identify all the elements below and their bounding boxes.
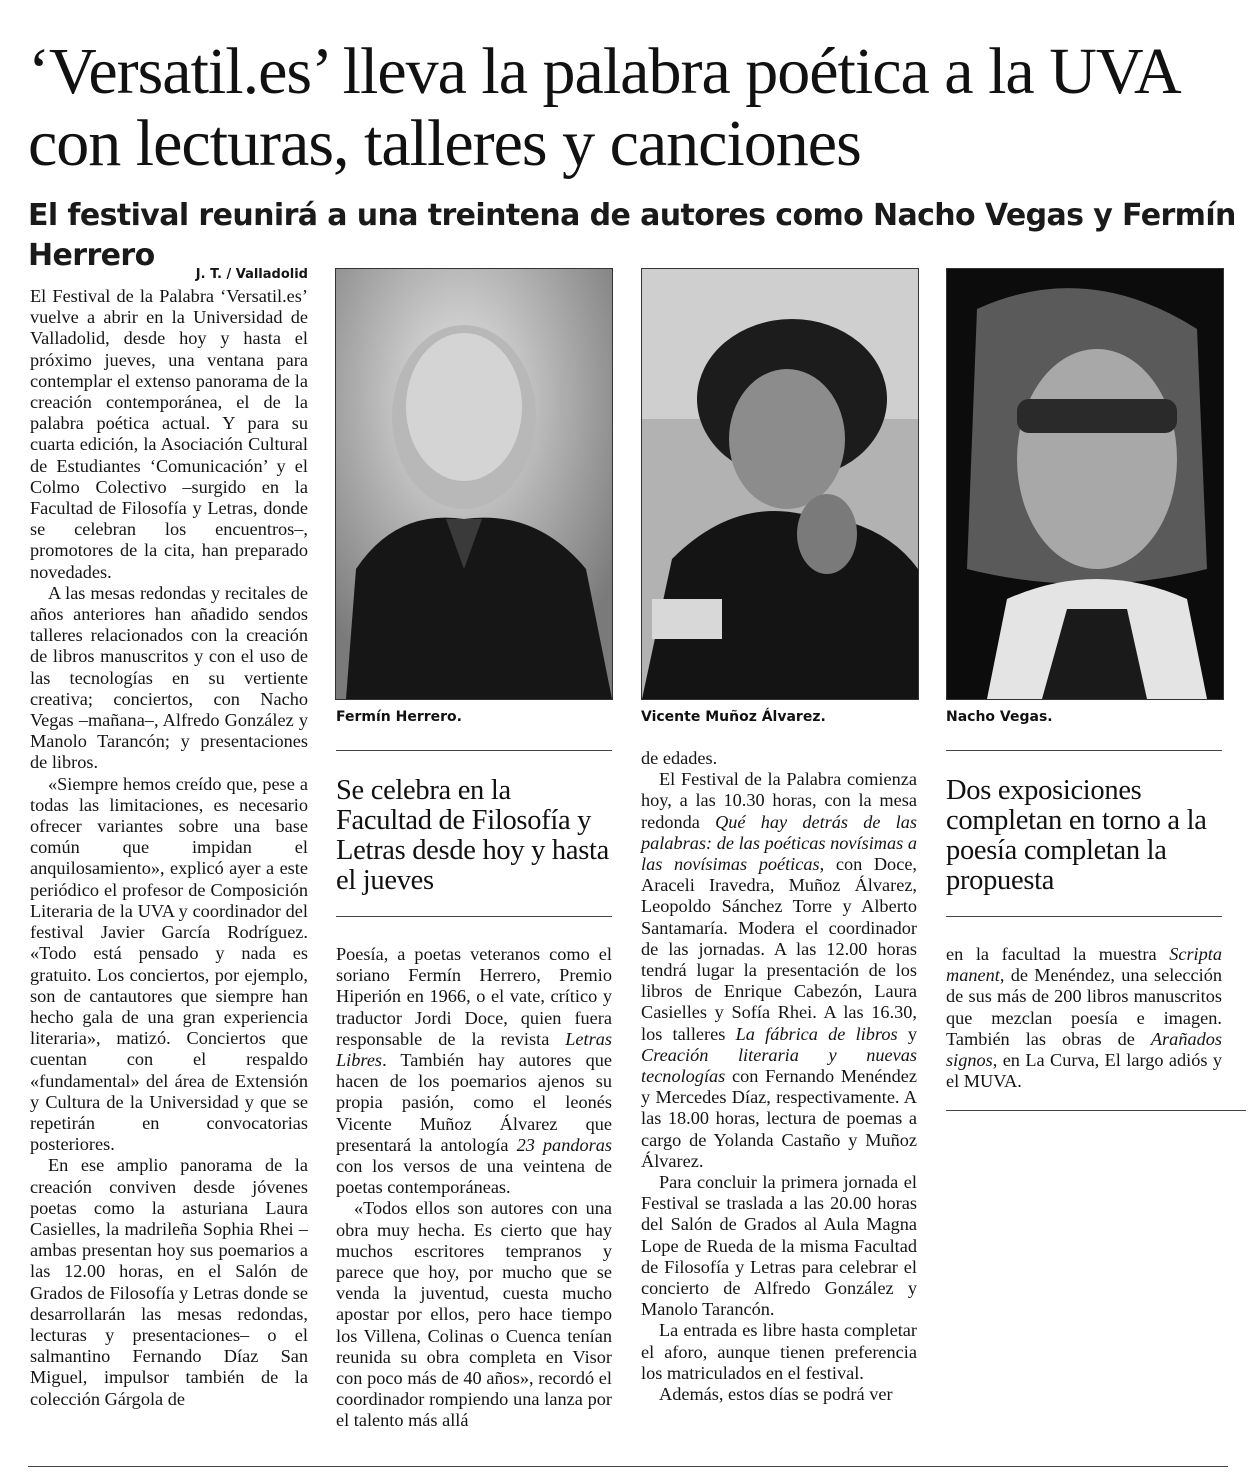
headline: ‘Versatil.es’ lleva la palabra poética a la UVA con lecturas, talleres y canciones [28,35,1178,180]
divider [946,1110,1246,1111]
paragraph: A las mesas redondas y recitales de años anteriores han añadido sendos talleres relacionados con la creación de libros manuscritos y con el uso de las tecnologías en su vertiente creativa; conciertos, con Nacho Vegas –mañana–, Alfredo González y Manolo Tarancón; y presentaciones de libros. [30,582,308,773]
photo-fermin-herrero [335,268,613,700]
paragraph: de edades. [641,748,718,768]
divider [946,916,1222,917]
paragraph: Poesía, a poetas veteranos como el soriano Fermín Herrero, Premio Hiperión en 1966, o el vate, crítico y traductor Jordi Doce, quien fuera responsable de la revista Letras Libres. También hay autores que hacen de los poemarios ajenos su propia pasión, como el leonés Vicente Muñoz Álvarez que presentará la antología 23 pandoras con los versos de una veintena de poetas contemporáneas. [336,944,612,1198]
photo-caption: Nacho Vegas. [946,709,1053,725]
paragraph: El Festival de la Palabra ‘Versatil.es’ vuelve a abrir en la Universidad de Valladolid, desde hoy y hasta el próximo jueves, una ventana para contemplar el extenso panorama de la creación contemporánea, el de la palabra poética actual. Y para su cuarta edición, la Asociación Cultural de Estudiantes ‘Comunicación’ y el Colmo Colectivo –surgido en la Facultad de Filosofía y Letras, donde se celebran los encuentros–, promotores de la cita, han preparado novedades. [30,286,308,582]
article-column-3 [641,748,917,1405]
paragraph: La entrada es libre hasta completar el aforo, aunque tienen preferencia los matriculados en el festival. [641,1320,917,1383]
photo-nacho-vegas [946,268,1224,700]
paragraph: Para concluir la primera jornada el Festival se traslada a las 20.00 horas del Salón de Grados al Aula Magna Lope de Rueda de la misma Facultad de Filosofía y Letras para celebrar el concierto de Alfredo González y Manolo Tarancón. [641,1172,917,1320]
divider [946,750,1222,751]
paragraph: Además, estos días se podrá ver [659,1384,893,1405]
article-column-1 [30,266,308,1410]
subheadline: El festival reunirá a una treintena de autores como Nacho Vegas y Fermín Herrero [28,198,1236,273]
photo-caption: Fermín Herrero. [336,709,462,725]
pullquote: Dos exposiciones completan en torno a la poesía completan la propuesta [946,775,1207,896]
bottom-rule [28,1466,1228,1467]
divider [336,750,612,751]
paragraph: El Festival de la Palabra comienza hoy, a las 10.30 horas, con la mesa redonda Qué hay detrás de las palabras: de las poéticas novísimas a las novísimas poéticas, con Doce, Araceli Iravedra, Muñoz Álvarez, Leopoldo Sánchez Torre y Alberto Santamaría. Modera el coordinador de las jornadas. A las 12.00 horas tendrá lugar la presentación de los libros de Enrique Cabezón, Laura Casielles y Sofía Rhei. A las 16.30, los talleres La fábrica de libros y Creación literaria y nuevas tecnologías con Fernando Menéndez y Mercedes Díaz, respectivamente. A las 18.00 horas, lectura de poemas a cargo de Yolanda Castaño y Muñoz Álvarez. [641,769,917,1171]
paragraph: en la facultad la muestra Scripta manent, de Menéndez, una selección de sus más de 200 libros manuscritos que mezclan poesía e imagen. También las obras de Arañados signos, en La Curva, El largo adiós y el MUVA. [946,944,1222,1092]
pullquote: Se celebra en la Facultad de Filosofía y Letras desde hoy y hasta el jueves [336,775,609,896]
article-column-2 [336,944,612,1432]
byline: J. T. / Valladolid [195,267,308,282]
paragraph: «Siempre hemos creído que, pese a todas las limitaciones, es necesario ofrecer variantes sobre una base común que impidan el anquilosamiento», explicó ayer a este periódico el profesor de Composición Literaria de la UVA y coordinador del festival Javier García Rodríguez. «Todo está pensado y nada es gratuito. Los conciertos, por ejemplo, son de cantautores que siempre han hecho gala de una gran experiencia literaria», matizó. Conciertos que cuentan con el respaldo «fundamental» del área de Extensión y Cultura de la Universidad y que se repetirán en convocatorias posteriores. [30,773,308,1155]
divider [336,916,612,917]
photo-caption: Vicente Muñoz Álvarez. [641,709,826,725]
article-column-4 [946,944,1222,1092]
paragraph: En ese amplio panorama de la creación conviven desde jóvenes poetas como la asturiana Laura Casielles, la madrileña Sophia Rhei –ambas presentan hoy sus poemarios a las 12.00 horas, en el Salón de Grados de Filosofía y Letras donde se desarrollarán las mesas redondas, lecturas y presentaciones– o el salmantino Fernando Díaz San Miguel, impulsor también de la colección Gárgola de [30,1155,308,1409]
photo-vicente-munoz-alvarez [641,268,919,700]
paragraph: «Todos ellos son autores con una obra muy hecha. Es cierto que hay muchos escritores tempranos y parece que hoy, por mucho que se venda la juventud, cuesta mucho apostar por ellos, pero hace tiempo los Villena, Colinas o Cuenca tenían reunida su obra completa en Visor con poco más de 40 años», recordó el coordinador rompiendo una lanza por el talento más allá [336,1198,612,1431]
